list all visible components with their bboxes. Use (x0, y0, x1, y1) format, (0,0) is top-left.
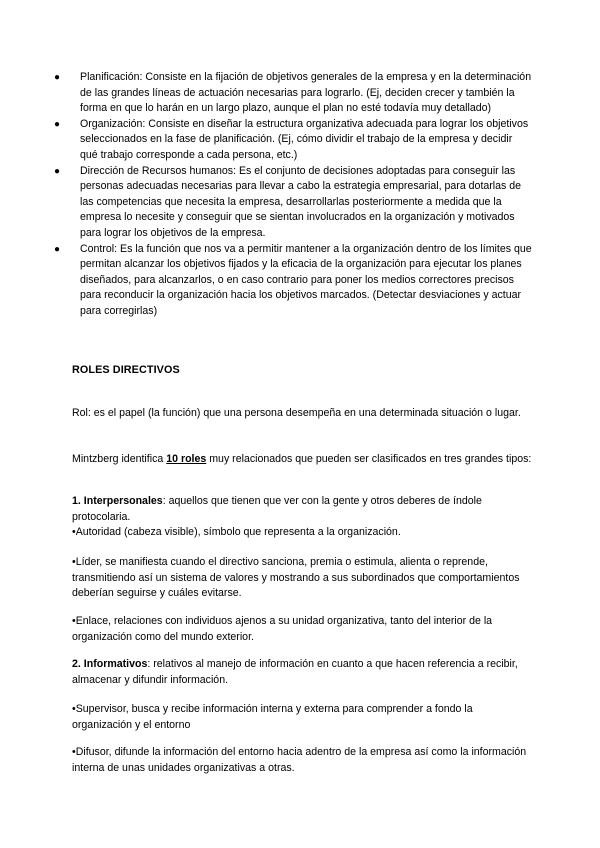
interpersonal-title: 1. Interpersonales (72, 495, 163, 507)
informativos-desc: : relativos al manejo de información en cuanto a que hacen referencia a recibir, almacenar y difundir información. (72, 658, 518, 686)
intro-text: muy relacionados que pueden ser clasificados en tres grandes tipos: (206, 453, 532, 465)
role-supervisor: •Supervisor, busca y recibe información interna y externa para comprender a fondo la organización y el entorno (72, 703, 473, 731)
role-definition: Rol: es el papel (la función) que una persona desempeña en una determinada situación o lugar. (72, 407, 521, 419)
list-item (53, 117, 532, 164)
role-difusor: •Difusor, difunde la información del entorno hacia adentro de la empresa así como la información interna de unas unidades organizativas a otras. (72, 746, 527, 774)
bullet-icon: ● (53, 118, 60, 130)
ten-roles-highlight: 10 roles (166, 453, 207, 465)
list-item-text: Organización: Consiste en diseñar la estructura organizativa adecuada para lograr los objetivos seleccionados en la fase de planificación. (Ej, cómo dividir el trabajo de la empresa y decidir qué trabajo corresponde a cada persona, etc.) (80, 117, 529, 161)
intro-text: Mintzberg identifica (72, 453, 167, 465)
bullet-icon: ● (53, 165, 60, 177)
section-heading: ROLES DIRECTIVOS (72, 364, 180, 376)
list-item (53, 70, 532, 117)
role-enlace: •Enlace, relaciones con individuos ajenos a su unidad organizativa, tanto del interior de la organización como del mundo exterior. (72, 615, 493, 643)
list-item-text: Control: Es la función que nos va a permitir mantener a la organización dentro de los límites que permitan alcanzar los objetivos fijados y la eficacia de la organización para ejecutar los planes diseñados, para alcanzarlos, o en caso contrario para poner los medios correctores precisos para reconducir la organización hacia los objetivos marcados. (Detectar desviaciones y actuar para corregirlas) (80, 242, 532, 317)
interpersonal-definition (72, 494, 532, 525)
interpersonal-desc: : aquellos que tienen que ver con la gente y otros deberes de índole protocolaria. (72, 495, 482, 523)
informativos-title: 2. Informativos (72, 658, 148, 670)
list-item (53, 164, 532, 242)
role-lider: •Líder, se manifiesta cuando el directivo sanciona, premia o estimula, alienta o reprende, transmitiendo así un sistema de valores y mostrando a sus subordinados que comportamientos deberían seguirse y cuáles evitarse. (72, 556, 520, 600)
list-item (53, 242, 532, 320)
bullet-icon: ● (53, 243, 60, 255)
mintzberg-intro (72, 452, 532, 468)
informativos-definition (72, 657, 532, 688)
bullet-icon: ● (53, 72, 60, 83)
management-functions-list (53, 70, 532, 320)
list-item-text: Planificación: Consiste en la fijación de objetivos generales de la empresa y en la determinación de las grandes líneas de actuación necesarias para lograrlo. (Ej, deciden crecer y también la forma en que lo harán en un largo plazo, aunque el plan no esté todavía muy detallado) (80, 71, 532, 115)
list-item-text: Dirección de Recursos humanos: Es el conjunto de decisiones adoptadas para conseguir las personas adecuadas necesarias para llevar a cabo la estrategia empresarial, para dotarlas de las competencias que necesita la empresa, desarrollarlas posteriormente a medida que la empresa lo necesite y conseguir que se sientan involucrados en la organización y motivados para lograr los objetivos de la empresa. (80, 164, 522, 239)
role-autoridad: •Autoridad (cabeza visible), símbolo que representa a la organización. (72, 526, 401, 538)
